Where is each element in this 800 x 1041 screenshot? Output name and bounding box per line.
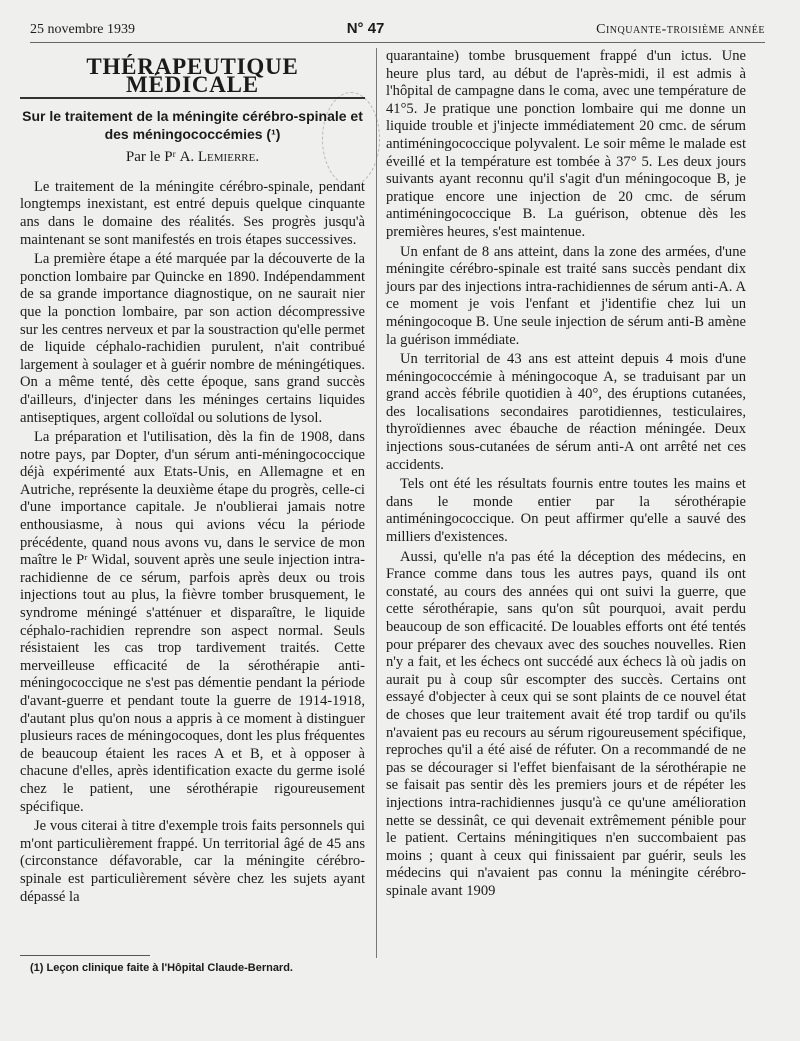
byline-prefix: Par le Pʳ	[125, 149, 176, 166]
footnote-rule	[20, 955, 150, 956]
publication-year: Cinquante-troisième année	[596, 22, 765, 37]
paragraph: La préparation et l'utilisation, dès la fin de 1908, dans notre pays, par Dopter, d'un sérum anti-méningococcique déjà expérimenté aux Etats-Unis, en Allemagne et en Autriche, représente la deuxième étape du progrès, celle-ci d'une importance capitale. Je n'oublierai jamais notre enthousiasme, à nous qui avions vécu la période précédente, quand nous avons vu, dans le service de mon maître le Pʳ Widal, souvent après une seule injection intra-rachidienne de ce sérum, parfois après deux ou trois injections tout au plus, la fièvre tomber brusquement, le syndrome méningé s'atténuer et disparaître, le liquide céphalo-rachidien reprendre son aspect normal. Seuls résistaient les cas trop tardivement traités. Cette merveilleuse efficacité de la sérothérapie anti-méningococcique ne s'est pas démentie pendant la période d'avant-guerre et pendant toute la guerre de 1914-1918, d'autant plus qu'on nous a appris à ce moment à distinguer plusieurs races de méningocoques, dont les plus fréquentes de beaucoup étaient les races A et B, et à opposer à chacune d'elles, après identification exacte du germe isolé chez le patient, une sérothérapie rigoureusement spécifique.	[20, 429, 365, 815]
paragraph: Le traitement de la méningite cérébro-spinale, pendant longtemps inexistant, est entré depuis quelque cinquante ans dans le domaine des réalités. Ses progrès jusqu'à maintenant se sont manifestés en trois étapes successives.	[20, 178, 365, 248]
article-title: Sur le traitement de la méningite cérébro-spinale et des méningococcémies (¹)	[22, 108, 363, 143]
running-header	[30, 20, 765, 43]
right-column	[386, 48, 746, 903]
paragraph: Je vous citerai à titre d'exemple trois faits personnels qui m'ont particulièrement frappé. Un territorial âgé de 45 ans (circonstance défavorable, car la méningite cérébro-spinale est particulièrement sévère chez les sujets ayant dépassé la	[20, 818, 365, 905]
paragraph: La première étape a été marquée par la découverte de la ponction lombaire par Quincke en 1890. Indépendamment de sa grande importance diagnostique, on ne saurait nier que la ponction lombaire, par son action décompressive sur les centres nerveux et par la soustraction qu'elle permet de liquide céphalo-rachidien purulent, n'ait contribué largement à soulager et à guérir nombre de méningétiques. On a même tenté, dès cette époque, sans grand succès d'ailleurs, d'injecter dans les méninges certains liquides antiseptiques, argent colloïdal ou solutions de lysol.	[20, 251, 365, 426]
paragraph: quarantaine) tombe brusquement frappé d'un ictus. Une heure plus tard, au début de l'après-midi, il est admis à l'hôpital de campagne dans le coma, avec une température de 41°5. Je pratique une ponction lombaire qui me donne un liquide trouble et j'injecte immédiatement 20 cmc. de sérum antiméningococcique polyvalent. Le soir même le malade est éveillé et la température est tombée à 37° 5. Les deux jours suivants ayant reconnu qu'il s'agit d'un méningocoque B, je pratique encore une injection de 20 cmc. de sérum antiméningococcique B. La guérison, obtenue dès les premières heures, s'est maintenue.	[386, 48, 746, 240]
paragraph: Tels ont été les résultats fournis entre toutes les mains et dans le monde entier par la sérothérapie antiméningococcique. On peut affirmer qu'elle a sauvé des milliers d'existences.	[386, 476, 746, 546]
paragraph: Un territorial de 43 ans est atteint depuis 4 mois d'une méningococcémie à méningocoque A, se traduisant par un grand accès fébrile quotidien à 40°, des éruptions cutanées, des localisations secondaires parotidiennes, testiculaires, thyroïdiennes avec ébauche de réaction méningée. Deux injections sous-cutanées de sérum anti-A ont arrêté net ces accidents.	[386, 351, 746, 473]
article-byline	[20, 149, 365, 167]
issue-number: N° 47	[346, 20, 385, 37]
paragraph: Aussi, qu'elle n'a pas été la déception des médecins, en France comme dans tous les autres pays, quand ils ont constaté, au cours des années qui ont suivi la guerre, que cette sérothérapie, sans qu'on sût pourquoi, avait perdu beaucoup de son efficacité. De louables efforts ont été tentés pour préparer des chevaux avec des souches nouvelles. Rien n'y a fait, et les échecs ont succédé aux échecs là où jadis on aurait pu à coup sûr escompter des succès. Certains ont essayé d'objecter à ceux qui se sont plaints de ce nouvel état de choses que leur traitement avait été trop tardif ou qu'ils n'avaient pas eu recours au sérum rigoureusement spécifique, reproches qu'il a été aisé de réfuter. On a recommandé de ne pas se décourager si l'effet bienfaisant de la sérothérapie ne se faisait pas sentir dès les premiers jours et de répéter les injections intra-rachidiennes jusqu'à ce qu'une amélioration nette se dessinât, ce qui devenait extrêmement pénible pour le patient. Certains méningitiques n'en succombaient pas moins ; quant à ceux qui finissaient par guérir, seuls les médecins qui n'avaient pas connu la méningite cérébro-spinale avant 1909	[386, 548, 746, 899]
paragraph: Un enfant de 8 ans atteint, dans la zone des armées, d'une méningite cérébro-spinale est traité sans succès pendant dix jours par des injections intra-rachidiennes de sérum anti-A. A ce moment je vois l'enfant et j'identifie chez lui un méningocoque B. Une seule injection de sérum anti-B amène la guérison immédiate.	[386, 243, 746, 348]
byline-author: A. Lemierre.	[179, 149, 260, 166]
footnote: (1) Leçon clinique faite à l'Hôpital Claude-Bernard.	[30, 962, 293, 974]
issue-date: 25 novembre 1939	[30, 22, 135, 37]
section-rubric: THÉRAPEUTIQUE MÉDICALE	[20, 58, 365, 99]
column-divider	[376, 48, 377, 958]
left-column	[20, 48, 365, 908]
